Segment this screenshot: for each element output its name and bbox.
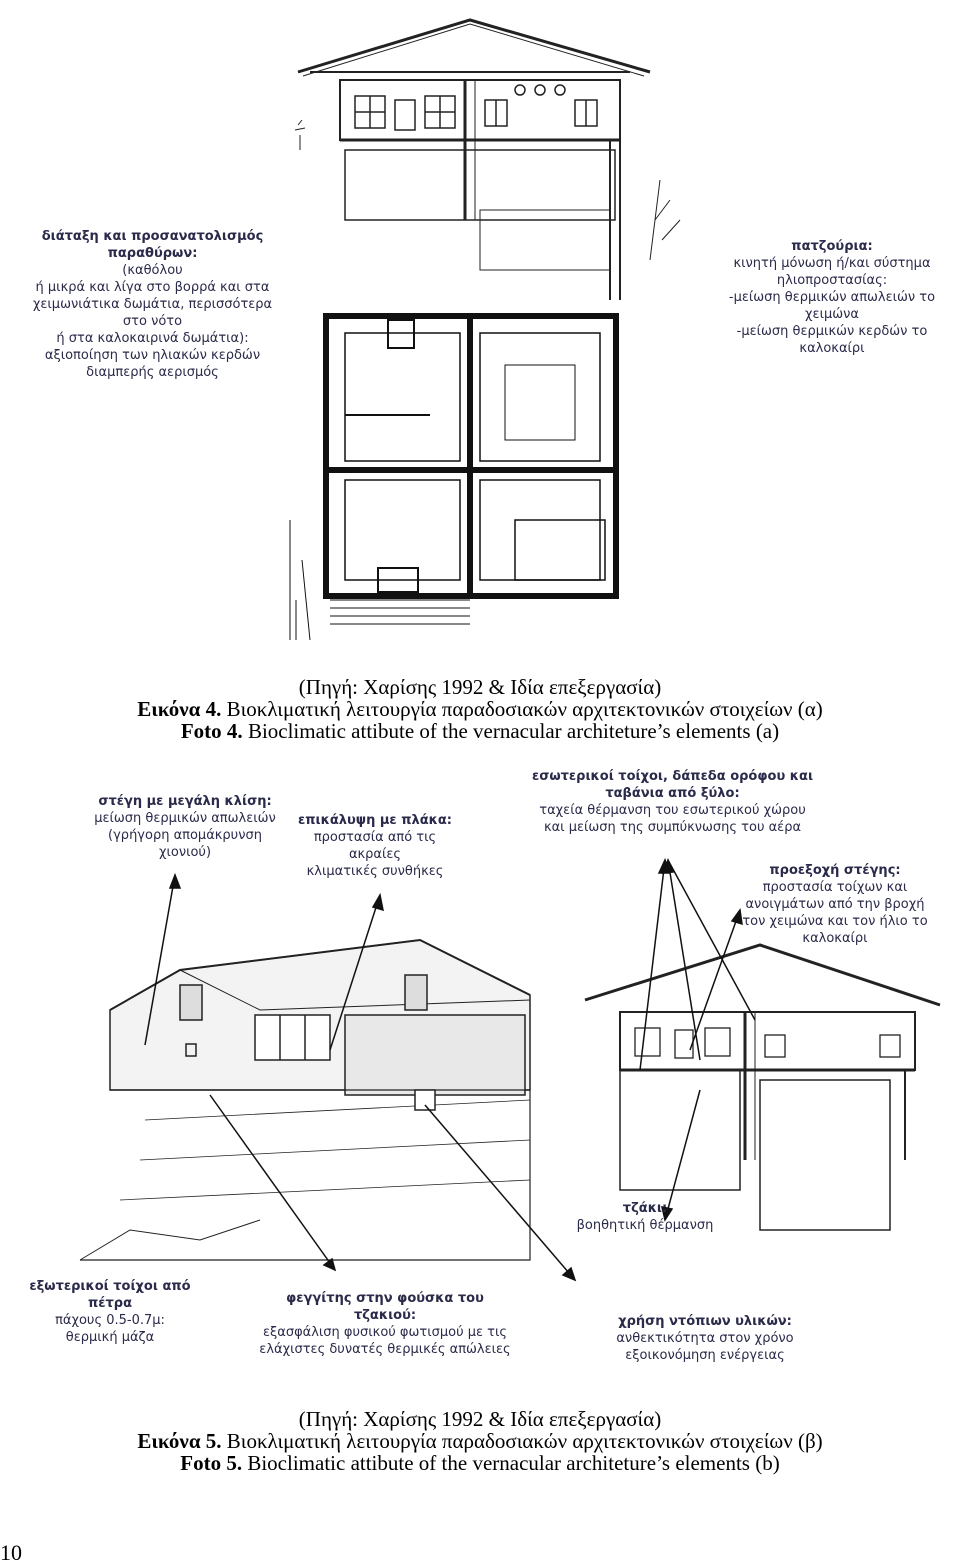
annotation-line: προστασία τοίχων και	[762, 880, 908, 895]
annotation-interior-title: εσωτερικοί τοίχοι, δάπεδα ορόφου και ταβάνια από ξύλο:	[531, 769, 814, 801]
annotation-line: -μείωση θερμικών κερδών το	[736, 324, 928, 339]
figure-4-source: (Πηγή: Χαρίσης 1992 & Ιδία επεξεργασία)	[298, 675, 662, 699]
annotation-line: -μείωση θερμικών απωλειών το	[728, 290, 936, 305]
figure-5-text-gr: Βιοκλιματική λειτουργία παραδοσιακών αρχιτεκτονικών στοιχείων (β)	[226, 1429, 823, 1453]
figure-5-caption-gr	[0, 1430, 960, 1452]
annotation-line: διαμπερής αερισμός	[86, 365, 219, 380]
annotation-line: κλιματικές συνθήκες	[306, 864, 444, 879]
annotation-roof	[90, 793, 280, 861]
annotation-windows	[10, 228, 295, 381]
figure-4-text-gr: Βιοκλιματική λειτουργία παραδοσιακών αρχιτεκτονικών στοιχείων (α)	[226, 697, 823, 721]
annotation-line: ή στα καλοκαιρινά δωμάτια):	[56, 331, 249, 346]
annotation-line: (καθόλου	[122, 263, 183, 278]
annotation-interior	[530, 768, 815, 836]
annotation-fireplace-title: τζάκι:	[622, 1201, 668, 1216]
annotation-exterior-title: εξωτερικοί τοίχοι από πέτρα	[29, 1279, 191, 1311]
annotation-line: πάχους 0.5-0.7μ:	[55, 1313, 165, 1328]
annotation-line: χειμωνιάτικα δωμάτια, περισσότερα	[32, 297, 273, 312]
annotation-line: καλοκαίρι	[799, 341, 865, 356]
annotation-line: χιονιού)	[158, 845, 212, 860]
plan-drawing	[290, 316, 616, 640]
figure-4-caption-gr	[0, 698, 960, 720]
annotation-line: εξασφάλιση φυσικού φωτισμού με τις	[262, 1325, 508, 1340]
figure-4-caption-en	[0, 720, 960, 742]
annotation-exterior	[10, 1278, 210, 1346]
annotation-fireplace	[560, 1200, 730, 1234]
annotation-line: καλοκαίρι	[802, 931, 868, 946]
annotation-line: τον χειμώνα και τον ήλιο το	[742, 914, 928, 929]
annotation-line: κινητή μόνωση ή/και σύστημα	[733, 256, 931, 271]
annotation-shutters	[712, 238, 952, 357]
figure-5-label-gr: Εικόνα 5.	[137, 1429, 222, 1453]
annotation-line: ανοιγμάτων από την βροχή	[745, 897, 925, 912]
figure-4-label-en: Foto 4.	[180, 719, 243, 743]
page-number: 10	[0, 1540, 22, 1565]
figure-5-caption	[0, 1408, 960, 1474]
figure-5-caption-en	[0, 1452, 960, 1474]
annotation-line: εξοικονόμηση ενέργειας	[625, 1348, 785, 1363]
figure-5-source: (Πηγή: Χαρίσης 1992 & Ιδία επεξεργασία)	[298, 1407, 662, 1431]
annotation-local-title: χρήση ντόπιων υλικών:	[618, 1314, 792, 1329]
annotation-line: βοηθητική θέρμανση	[576, 1218, 714, 1233]
annotation-slate-title: επικάλυψη με πλάκα:	[298, 813, 452, 828]
annotation-line: και μείωση της συμπύκνωσης του αέρα	[543, 820, 802, 835]
annotation-line: στο νότο	[122, 314, 183, 329]
annotation-line: θερμική μάζα	[65, 1330, 155, 1345]
annotation-overhang	[735, 862, 935, 947]
annotation-local	[605, 1313, 805, 1364]
figure-4-label-gr: Εικόνα 4.	[137, 697, 222, 721]
annotation-line: αξιοποίηση των ηλιακών κερδών	[44, 348, 261, 363]
annotation-skylight	[255, 1290, 515, 1358]
figure-4-caption	[0, 676, 960, 742]
annotation-line: ηλιοπροστασίας:	[776, 273, 888, 288]
annotation-line: (γρήγορη απομάκρυνση	[108, 828, 262, 843]
annotation-line: ανθεκτικότητα στον χρόνο	[616, 1331, 794, 1346]
annotation-skylight-title: φεγγίτης στην φούσκα του τζακιού:	[286, 1291, 484, 1323]
annotation-slate	[290, 812, 460, 880]
annotation-line: ελάχιστες δυνατές θερμικές απώλειες	[259, 1342, 511, 1357]
section-drawing	[295, 20, 680, 300]
annotation-line: μείωση θερμικών απωλειών	[94, 811, 276, 826]
annotation-line: ταχεία θέρμανση του εσωτερικού χώρου	[539, 803, 806, 818]
annotation-line: προστασία από τις ακραίες	[313, 830, 437, 862]
annotation-line: χειμώνα	[805, 307, 859, 322]
annotation-shutters-title: πατζούρια:	[791, 239, 873, 254]
annotation-windows-title: διάταξη και προσανατολισμός παραθύρων:	[41, 229, 264, 261]
house-perspective	[80, 940, 530, 1260]
figure-4-text-en: Bioclimatic attibute of the vernacular architeture’s elements (a)	[247, 719, 780, 743]
annotation-line: ή μικρά και λίγα στο βορρά και στα	[35, 280, 270, 295]
section-right	[585, 945, 940, 1230]
figure-5-text-en: Bioclimatic attibute of the vernacular architeture’s elements (b)	[247, 1451, 780, 1475]
annotation-roof-title: στέγη με μεγάλη κλίση:	[98, 794, 272, 809]
annotation-overhang-title: προεξοχή στέγης:	[769, 863, 901, 878]
figure-5-label-en: Foto 5.	[180, 1451, 243, 1475]
